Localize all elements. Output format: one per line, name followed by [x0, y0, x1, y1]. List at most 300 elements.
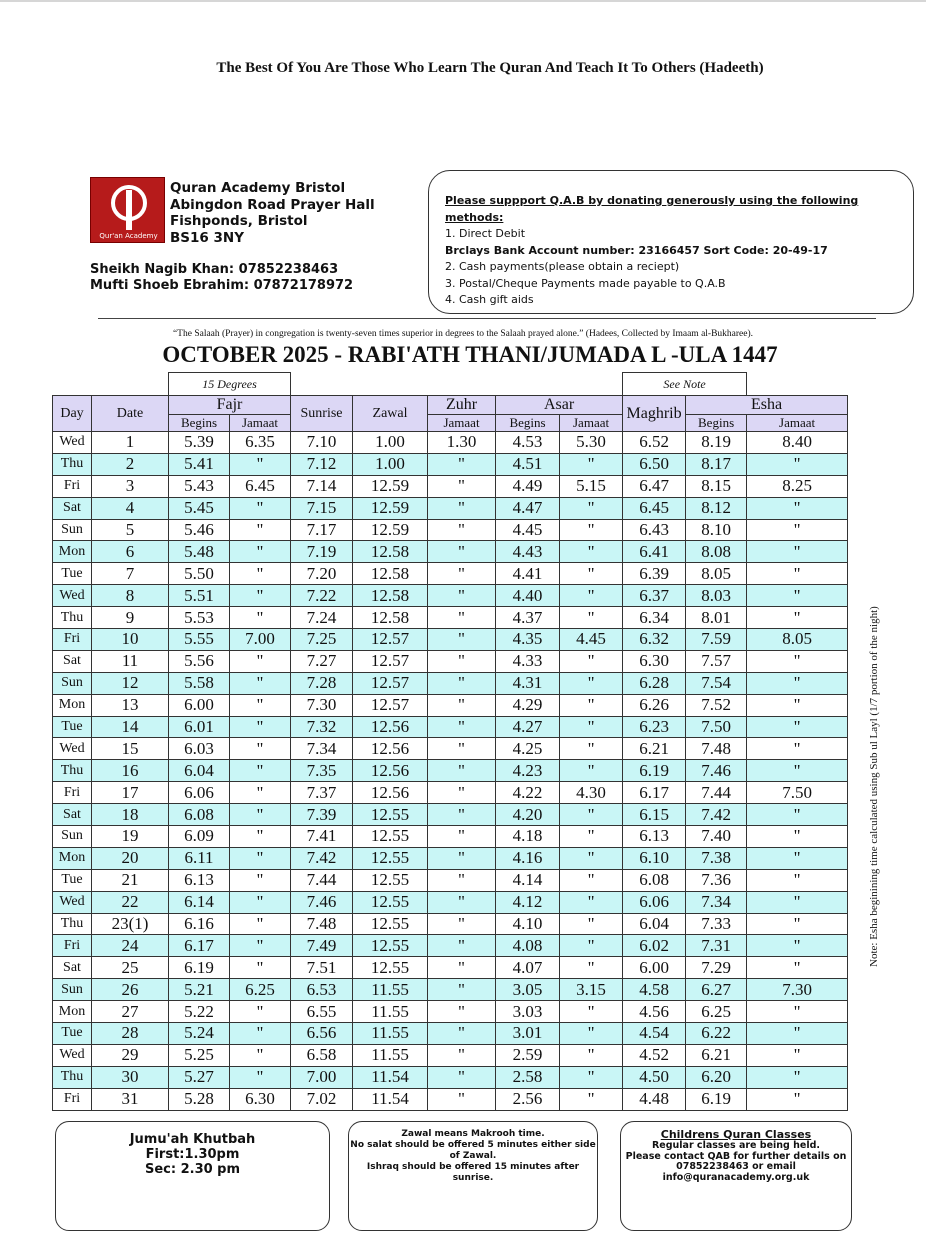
table-row	[53, 782, 848, 804]
jumuah-title: Jumu'ah Khutbah	[129, 1132, 256, 1147]
cell-zawal: 12.56	[353, 782, 428, 804]
cell-sunrise: 7.17	[291, 519, 353, 541]
cell-esha: 7.52	[686, 694, 747, 716]
cell-date: 28	[92, 1023, 169, 1045]
cell-day: Wed	[53, 738, 92, 760]
cell-asar: 3.01	[496, 1023, 560, 1045]
cell-zawal: 12.57	[353, 694, 428, 716]
cell-fajr: 6.00	[169, 694, 230, 716]
org-area: Fishponds, Bristol	[170, 213, 308, 229]
header-esha-begins: Begins	[686, 415, 747, 432]
cell-asar-j: 4.30	[560, 782, 623, 804]
cell-esha-j: "	[747, 738, 848, 760]
cell-day: Thu	[53, 1066, 92, 1088]
cell-fajr-j: "	[230, 913, 291, 935]
donation-title: Please suppport Q.A.B by donating generously using the following methods:	[445, 194, 859, 224]
cell-date: 14	[92, 716, 169, 738]
cell-zawal: 12.55	[353, 935, 428, 957]
cell-zawal: 12.55	[353, 957, 428, 979]
cell-day: Thu	[53, 913, 92, 935]
cell-zawal: 12.58	[353, 585, 428, 607]
cell-date: 25	[92, 957, 169, 979]
cell-asar: 4.37	[496, 607, 560, 629]
cell-esha-j: "	[747, 672, 848, 694]
cell-sunrise: 7.25	[291, 629, 353, 651]
cell-sunrise: 7.24	[291, 607, 353, 629]
cell-esha: 7.33	[686, 913, 747, 935]
cell-fajr: 6.01	[169, 716, 230, 738]
contact-sheikh: Sheikh Nagib Khan: 07852238463	[90, 262, 339, 277]
cell-zawal: 12.56	[353, 738, 428, 760]
cell-zawal: 11.55	[353, 979, 428, 1001]
cell-sunrise: 6.56	[291, 1023, 353, 1045]
cell-fajr: 5.43	[169, 475, 230, 497]
cell-zawal: 12.55	[353, 847, 428, 869]
cell-esha-j: "	[747, 957, 848, 979]
cell-fajr: 6.11	[169, 847, 230, 869]
cell-zawal: 12.55	[353, 804, 428, 826]
cell-fajr-j: "	[230, 519, 291, 541]
cell-zuhr-j: "	[428, 475, 496, 497]
cell-zuhr-j: "	[428, 804, 496, 826]
salaah-quote: “The Salaah (Prayer) in congregation is twenty-seven times superior in degrees to the Salaah prayed alone.” (Hadees, Collected by Imaam al-Bukharee).	[172, 329, 754, 339]
cell-zuhr-j: "	[428, 541, 496, 563]
cell-date: 30	[92, 1066, 169, 1088]
cell-asar-j: "	[560, 935, 623, 957]
cell-date: 29	[92, 1044, 169, 1066]
cell-asar: 4.08	[496, 935, 560, 957]
cell-zuhr-j: "	[428, 497, 496, 519]
cell-zawal: 11.54	[353, 1066, 428, 1088]
jumuah-box	[55, 1121, 330, 1231]
cell-fajr: 6.13	[169, 869, 230, 891]
cell-asar-j: "	[560, 869, 623, 891]
cell-zuhr-j: "	[428, 957, 496, 979]
cell-fajr: 5.50	[169, 563, 230, 585]
cell-fajr: 5.45	[169, 497, 230, 519]
cell-date: 17	[92, 782, 169, 804]
cell-zuhr-j: "	[428, 519, 496, 541]
cell-asar-j: "	[560, 453, 623, 475]
cell-sunrise: 6.58	[291, 1044, 353, 1066]
cell-esha-j: 8.40	[747, 432, 848, 454]
cell-esha-j: "	[747, 694, 848, 716]
cell-esha: 8.15	[686, 475, 747, 497]
cell-sunrise: 7.39	[291, 804, 353, 826]
cell-date: 3	[92, 475, 169, 497]
cell-sunrise: 7.30	[291, 694, 353, 716]
table-row	[53, 760, 848, 782]
cell-day: Wed	[53, 891, 92, 913]
cell-fajr-j: "	[230, 760, 291, 782]
zawal-note-line: Ishraq should be offered 15 minutes after sunrise.	[366, 1162, 580, 1183]
cell-date: 5	[92, 519, 169, 541]
cell-sunrise: 6.55	[291, 1001, 353, 1023]
cell-day: Sun	[53, 672, 92, 694]
cell-fajr: 5.25	[169, 1044, 230, 1066]
cell-asar-j: "	[560, 650, 623, 672]
cell-sunrise: 7.48	[291, 913, 353, 935]
cell-zawal: 12.56	[353, 716, 428, 738]
cell-day: Sun	[53, 519, 92, 541]
cell-asar: 4.41	[496, 563, 560, 585]
header-asar: Asar	[496, 396, 623, 415]
cell-day: Thu	[53, 607, 92, 629]
cell-fajr-j: 6.25	[230, 979, 291, 1001]
table-row	[53, 694, 848, 716]
donation-item: 3. Postal/Cheque Payments made payable to Q.A.B	[445, 276, 726, 290]
cell-fajr-j: "	[230, 738, 291, 760]
header-zuhr: Zuhr	[428, 396, 496, 415]
cell-esha-j: "	[747, 869, 848, 891]
organisation-address	[170, 180, 375, 246]
cell-sunrise: 7.42	[291, 847, 353, 869]
classes-line: Regular classes are being held.	[651, 1140, 821, 1151]
cell-zuhr-j: "	[428, 1088, 496, 1110]
cell-date: 31	[92, 1088, 169, 1110]
cell-maghrib: 6.50	[623, 453, 686, 475]
cell-asar: 4.16	[496, 847, 560, 869]
cell-fajr: 5.55	[169, 629, 230, 651]
cell-fajr-j: "	[230, 694, 291, 716]
cell-sunrise: 7.28	[291, 672, 353, 694]
table-row	[53, 585, 848, 607]
header-fajr: Fajr	[169, 396, 291, 415]
table-row	[53, 738, 848, 760]
cell-zuhr-j: "	[428, 1066, 496, 1088]
cell-esha: 7.36	[686, 869, 747, 891]
cell-maghrib: 6.17	[623, 782, 686, 804]
cell-asar-j: "	[560, 563, 623, 585]
cell-sunrise: 6.53	[291, 979, 353, 1001]
table-row	[53, 1088, 848, 1110]
cell-esha-j: "	[747, 891, 848, 913]
cell-maghrib: 6.10	[623, 847, 686, 869]
cell-fajr-j: "	[230, 1066, 291, 1088]
cell-zawal: 12.57	[353, 650, 428, 672]
cell-maghrib: 4.56	[623, 1001, 686, 1023]
cell-date: 27	[92, 1001, 169, 1023]
hadeeth-banner: The Best Of You Are Those Who Learn The Quran And Teach It To Others (Hadeeth)	[216, 60, 764, 76]
cell-date: 13	[92, 694, 169, 716]
org-name: Quran Academy Bristol	[170, 180, 346, 196]
cell-fajr: 6.16	[169, 913, 230, 935]
cell-asar-j: 5.30	[560, 432, 623, 454]
cell-date: 4	[92, 497, 169, 519]
cell-day: Tue	[53, 1023, 92, 1045]
cell-zawal: 12.58	[353, 607, 428, 629]
cell-date: 23(1)	[92, 913, 169, 935]
cell-esha: 7.38	[686, 847, 747, 869]
cell-fajr-j: "	[230, 1023, 291, 1045]
cell-zawal: 12.55	[353, 826, 428, 848]
cell-date: 22	[92, 891, 169, 913]
cell-asar: 3.03	[496, 1001, 560, 1023]
cell-date: 7	[92, 563, 169, 585]
cell-esha: 8.03	[686, 585, 747, 607]
header-maghrib: Maghrib	[623, 396, 686, 432]
cell-day: Wed	[53, 585, 92, 607]
cell-zuhr-j: "	[428, 847, 496, 869]
cell-fajr-j: 6.30	[230, 1088, 291, 1110]
cell-esha: 8.10	[686, 519, 747, 541]
cell-day: Mon	[53, 847, 92, 869]
cell-asar: 4.14	[496, 869, 560, 891]
cell-fajr: 5.28	[169, 1088, 230, 1110]
cell-fajr: 5.39	[169, 432, 230, 454]
cell-fajr: 5.24	[169, 1023, 230, 1045]
table-row	[53, 913, 848, 935]
cell-asar: 4.20	[496, 804, 560, 826]
cell-sunrise: 7.10	[291, 432, 353, 454]
cell-asar-j: "	[560, 957, 623, 979]
cell-esha-j: "	[747, 760, 848, 782]
cell-zuhr-j: "	[428, 453, 496, 475]
cell-maghrib: 6.45	[623, 497, 686, 519]
cell-esha-j: "	[747, 541, 848, 563]
cell-fajr-j: 7.00	[230, 629, 291, 651]
cell-day: Wed	[53, 432, 92, 454]
cell-asar: 4.31	[496, 672, 560, 694]
cell-maghrib: 6.28	[623, 672, 686, 694]
cell-sunrise: 7.12	[291, 453, 353, 475]
cell-day: Thu	[53, 760, 92, 782]
cell-fajr-j: "	[230, 782, 291, 804]
classes-title: Childrens Quran Classes	[660, 1128, 812, 1141]
cell-zawal: 12.55	[353, 891, 428, 913]
cell-sunrise: 7.37	[291, 782, 353, 804]
cell-sunrise: 7.00	[291, 1066, 353, 1088]
classes-line: Please contact QAB for further details on	[625, 1150, 847, 1162]
table-row	[53, 453, 848, 475]
cell-fajr: 5.58	[169, 672, 230, 694]
cell-asar: 2.56	[496, 1088, 560, 1110]
cell-fajr-j: "	[230, 891, 291, 913]
cell-esha-j: "	[747, 1088, 848, 1110]
cell-zuhr-j: "	[428, 629, 496, 651]
cell-esha-j: "	[747, 847, 848, 869]
cell-zuhr-j: "	[428, 650, 496, 672]
donation-item: 1. Direct Debit	[445, 227, 526, 240]
cell-day: Tue	[53, 716, 92, 738]
cell-fajr: 5.51	[169, 585, 230, 607]
cell-sunrise: 7.32	[291, 716, 353, 738]
cell-esha: 7.50	[686, 716, 747, 738]
cell-asar-j: "	[560, 847, 623, 869]
cell-maghrib: 4.54	[623, 1023, 686, 1045]
cell-sunrise: 7.14	[291, 475, 353, 497]
cell-zawal: 12.59	[353, 475, 428, 497]
cell-fajr-j: "	[230, 563, 291, 585]
cell-day: Sat	[53, 650, 92, 672]
cell-asar: 4.07	[496, 957, 560, 979]
cell-asar: 2.59	[496, 1044, 560, 1066]
cell-esha: 6.22	[686, 1023, 747, 1045]
header-sunrise: Sunrise	[291, 396, 353, 432]
cell-sunrise: 7.41	[291, 826, 353, 848]
cell-asar-j: "	[560, 1088, 623, 1110]
donation-item: 4. Cash gift aids	[445, 293, 534, 306]
cell-maghrib: 4.58	[623, 979, 686, 1001]
cell-asar-j: "	[560, 1044, 623, 1066]
cell-maghrib: 6.32	[623, 629, 686, 651]
cell-zuhr-j: "	[428, 563, 496, 585]
cell-fajr: 6.17	[169, 935, 230, 957]
cell-esha: 7.31	[686, 935, 747, 957]
table-row	[53, 563, 848, 585]
cell-zawal: 12.57	[353, 629, 428, 651]
cell-esha: 6.19	[686, 1088, 747, 1110]
cell-zuhr-j: "	[428, 1023, 496, 1045]
cell-asar-j: "	[560, 760, 623, 782]
cell-zawal: 11.54	[353, 1088, 428, 1110]
cell-asar-j: 4.45	[560, 629, 623, 651]
cell-fajr-j: "	[230, 497, 291, 519]
cell-esha: 7.29	[686, 957, 747, 979]
cell-zawal: 11.55	[353, 1023, 428, 1045]
cell-esha-j: "	[747, 453, 848, 475]
cell-date: 15	[92, 738, 169, 760]
cell-sunrise: 7.22	[291, 585, 353, 607]
table-row	[53, 957, 848, 979]
cell-fajr-j: "	[230, 957, 291, 979]
table-row	[53, 475, 848, 497]
header-esha: Esha	[686, 396, 848, 415]
cell-day: Sat	[53, 804, 92, 826]
cell-fajr: 5.56	[169, 650, 230, 672]
cell-sunrise: 7.44	[291, 869, 353, 891]
cell-sunrise: 7.15	[291, 497, 353, 519]
cell-day: Mon	[53, 694, 92, 716]
cell-asar: 4.33	[496, 650, 560, 672]
org-postcode: BS16 3NY	[170, 229, 244, 246]
cell-sunrise: 7.46	[291, 891, 353, 913]
cell-date: 9	[92, 607, 169, 629]
cell-maghrib: 6.06	[623, 891, 686, 913]
cell-asar-j: "	[560, 1001, 623, 1023]
cell-asar-j: "	[560, 1066, 623, 1088]
table-row	[53, 607, 848, 629]
cell-esha: 6.21	[686, 1044, 747, 1066]
table-row	[53, 1001, 848, 1023]
cell-esha-j: "	[747, 913, 848, 935]
cell-esha-j: "	[747, 563, 848, 585]
cell-fajr-j: "	[230, 541, 291, 563]
cell-maghrib: 6.41	[623, 541, 686, 563]
cell-day: Mon	[53, 1001, 92, 1023]
cell-zuhr-j: "	[428, 891, 496, 913]
donation-item: 2. Cash payments(please obtain a reciept)	[445, 260, 680, 273]
table-row	[53, 497, 848, 519]
cell-esha: 8.19	[686, 432, 747, 454]
classes-box	[620, 1121, 852, 1231]
cell-zawal: 12.56	[353, 760, 428, 782]
cell-zawal: 11.55	[353, 1001, 428, 1023]
header-day: Day	[53, 396, 92, 432]
cell-asar-j: 3.15	[560, 979, 623, 1001]
cell-esha: 6.25	[686, 1001, 747, 1023]
cell-zuhr-j: "	[428, 782, 496, 804]
cell-esha: 7.34	[686, 891, 747, 913]
contact-list	[90, 262, 353, 294]
esha-side-note: Note: Esha beginining time calculated using Sub ul Layl (1/7 portion of the night)	[868, 606, 880, 967]
cell-zawal: 11.55	[353, 1044, 428, 1066]
cell-asar-j: "	[560, 804, 623, 826]
cell-esha: 7.57	[686, 650, 747, 672]
cell-maghrib: 6.39	[623, 563, 686, 585]
jumuah-first: First:1.30pm	[145, 1147, 240, 1162]
cell-sunrise: 7.49	[291, 935, 353, 957]
cell-day: Sat	[53, 497, 92, 519]
cell-esha: 6.20	[686, 1066, 747, 1088]
cell-zawal: 12.55	[353, 913, 428, 935]
cell-esha-j: "	[747, 650, 848, 672]
cell-fajr-j: "	[230, 672, 291, 694]
cell-esha: 7.42	[686, 804, 747, 826]
cell-date: 26	[92, 979, 169, 1001]
cell-esha-j: "	[747, 716, 848, 738]
header-asar-jamaat: Jamaat	[560, 415, 623, 432]
cell-esha-j: "	[747, 1023, 848, 1045]
cell-esha-j: 7.50	[747, 782, 848, 804]
cell-esha: 8.05	[686, 563, 747, 585]
cell-zuhr-j: "	[428, 716, 496, 738]
esha-note: See Note	[623, 373, 747, 396]
cell-maghrib: 6.43	[623, 519, 686, 541]
cell-day: Tue	[53, 563, 92, 585]
cell-fajr: 5.21	[169, 979, 230, 1001]
zawal-note-box	[348, 1121, 598, 1231]
cell-maghrib: 6.02	[623, 935, 686, 957]
cell-maghrib: 6.47	[623, 475, 686, 497]
cell-day: Fri	[53, 782, 92, 804]
cell-zuhr-j: 1.30	[428, 432, 496, 454]
cell-asar: 4.53	[496, 432, 560, 454]
jumuah-second: Sec: 2.30 pm	[144, 1162, 241, 1177]
classes-line: 07852238463 or email	[676, 1161, 796, 1172]
cell-fajr-j: 6.35	[230, 432, 291, 454]
cell-date: 21	[92, 869, 169, 891]
academy-logo	[90, 177, 165, 243]
cell-asar: 2.58	[496, 1066, 560, 1088]
cell-maghrib: 6.34	[623, 607, 686, 629]
cell-asar: 4.10	[496, 913, 560, 935]
cell-day: Tue	[53, 869, 92, 891]
cell-fajr: 5.46	[169, 519, 230, 541]
cell-date: 12	[92, 672, 169, 694]
cell-esha-j: "	[747, 1066, 848, 1088]
cell-fajr-j: "	[230, 847, 291, 869]
cell-asar: 4.29	[496, 694, 560, 716]
cell-sunrise: 7.27	[291, 650, 353, 672]
cell-zuhr-j: "	[428, 935, 496, 957]
cell-maghrib: 4.48	[623, 1088, 686, 1110]
cell-asar: 4.23	[496, 760, 560, 782]
cell-asar: 4.27	[496, 716, 560, 738]
cell-asar-j: "	[560, 826, 623, 848]
cell-zawal: 1.00	[353, 432, 428, 454]
cell-asar: 4.51	[496, 453, 560, 475]
donation-box	[428, 170, 914, 314]
cell-fajr: 6.09	[169, 826, 230, 848]
cell-fajr: 6.03	[169, 738, 230, 760]
fajr-note: 15 Degrees	[169, 373, 291, 396]
cell-fajr: 6.14	[169, 891, 230, 913]
cell-asar-j: "	[560, 541, 623, 563]
cell-esha: 7.46	[686, 760, 747, 782]
table-row	[53, 519, 848, 541]
cell-fajr: 6.06	[169, 782, 230, 804]
